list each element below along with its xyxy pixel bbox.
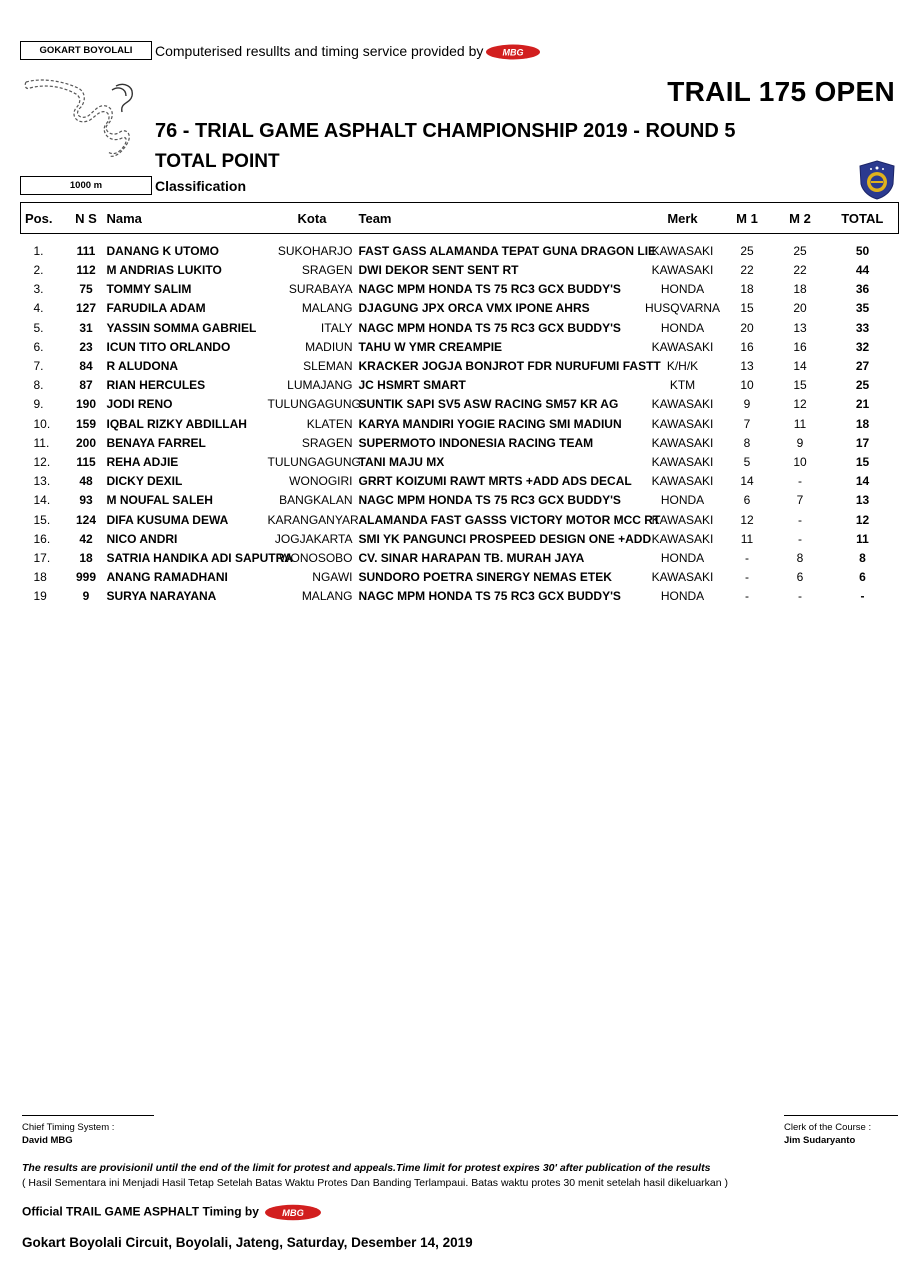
team-cell: GRRT KOIZUMI RAWT MRTS +ADD ADS DECAL: [358, 474, 632, 489]
name-cell: IQBAL RIZKY ABDILLAH: [106, 416, 247, 431]
team-cell: DWI DEKOR SENT SENT RT: [358, 263, 519, 278]
city-cell: BANGKALAN: [279, 493, 353, 508]
team-cell: CV. SINAR HARAPAN TB. MURAH JAYA: [358, 550, 585, 565]
ns-cell: 112: [76, 263, 96, 278]
table-row: [21, 510, 899, 529]
total-cell: 50: [855, 244, 870, 259]
m1-cell: 5: [743, 454, 751, 469]
total-cell: 13: [855, 493, 870, 508]
city-cell: MADIUN: [305, 339, 353, 354]
pos-cell: 18: [33, 570, 47, 585]
results-table: [20, 202, 899, 606]
pos-cell: 11.: [33, 435, 50, 450]
table-row: [21, 234, 899, 261]
brand-cell: KTM: [669, 378, 696, 393]
event-location-date: Gokart Boyolali Circuit, Boyolali, Jateng, Saturday, Desember 14, 2019: [22, 1235, 473, 1250]
official-timing-text: Official TRAIL GAME ASPHALT Timing by: [22, 1204, 259, 1219]
mbg-logo-icon: [264, 1204, 322, 1221]
pos-cell: 4.: [33, 301, 44, 316]
brand-cell: HONDA: [660, 493, 705, 508]
m1-cell: 16: [740, 339, 754, 354]
m1-cell: -: [745, 589, 749, 604]
ns-cell: 87: [79, 378, 93, 393]
m2-cell: -: [798, 512, 802, 527]
column-header-pos: Pos.: [21, 203, 68, 234]
distance-label: 1000 m: [20, 176, 152, 195]
team-cell: FAST GASS ALAMANDA TEPAT GUNA DRAGON LIE: [358, 244, 657, 259]
brand-cell: HUSQVARNA: [644, 301, 721, 316]
ns-cell: 159: [75, 416, 97, 431]
venue-label: GOKART BOYOLALI: [20, 41, 152, 60]
table-row: [21, 491, 899, 510]
name-cell: DANANG K UTOMO: [106, 244, 219, 259]
city-cell: MALANG: [301, 301, 353, 316]
brand-cell: KAWASAKI: [651, 570, 714, 585]
brand-cell: KAWASAKI: [651, 397, 714, 412]
m2-cell: -: [798, 474, 802, 489]
m2-cell: 20: [793, 301, 807, 316]
pos-cell: 3.: [33, 282, 44, 297]
total-cell: 6: [859, 570, 866, 585]
brand-cell: HONDA: [660, 589, 705, 604]
result-subtitle: TOTAL POINT: [155, 151, 280, 172]
m2-cell: 6: [796, 570, 804, 585]
classification-label: Classification: [155, 178, 247, 194]
city-cell: MALANG: [301, 589, 353, 604]
team-cell: KRACKER JOGJA BONJROT FDR NURUFUMI FASTT: [358, 359, 661, 374]
table-row: [21, 548, 899, 567]
chief-timing-signature: [22, 1115, 154, 1146]
m1-cell: 9: [743, 397, 751, 412]
ns-cell: 84: [79, 359, 93, 374]
m2-cell: -: [798, 589, 802, 604]
city-cell: SRAGEN: [301, 435, 353, 450]
team-cell: NAGC MPM HONDA TS 75 RC3 GCX BUDDY'S: [358, 320, 621, 335]
team-cell: ALAMANDA FAST GASSS VICTORY MOTOR MCC RT: [358, 512, 661, 527]
table-row: [21, 395, 899, 414]
name-cell: JODI RENO: [106, 397, 173, 412]
city-cell: SRAGEN: [301, 263, 353, 278]
total-cell: -: [860, 589, 865, 604]
city-cell: WONOSOBO: [279, 550, 353, 565]
brand-cell: KAWASAKI: [651, 263, 714, 278]
ns-cell: 48: [79, 474, 93, 489]
m2-cell: 7: [796, 493, 804, 508]
team-cell: JC HSMRT SMART: [358, 378, 466, 393]
name-cell: FARUDILA ADAM: [106, 301, 206, 316]
m1-cell: 15: [740, 301, 754, 316]
brand-cell: HONDA: [660, 282, 705, 297]
team-cell: NAGC MPM HONDA TS 75 RC3 GCX BUDDY'S: [358, 589, 621, 604]
total-cell: 33: [855, 320, 870, 335]
column-header-merk: Merk: [645, 203, 721, 234]
ns-cell: 75: [79, 282, 93, 297]
name-cell: SURYA NARAYANA: [106, 589, 217, 604]
city-cell: WONOGIRI: [289, 474, 353, 489]
provisional-notice: The results are provisionil until the end of the limit for protest and appeals.Time limit for protest expires 30' after publication of the results: [22, 1162, 711, 1174]
team-cell: KARYA MANDIRI YOGIE RACING SMI MADIUN: [358, 416, 622, 431]
total-cell: 12: [855, 512, 870, 527]
m1-cell: 8: [743, 435, 751, 450]
name-cell: DIFA KUSUMA DEWA: [106, 512, 229, 527]
name-cell: BENAYA FARREL: [106, 435, 206, 450]
team-cell: SMI YK PANGUNCI PROSPEED DESIGN ONE +ADD: [358, 531, 652, 546]
ns-cell: 115: [76, 454, 96, 469]
total-cell: 44: [855, 263, 870, 278]
table-row: [21, 529, 899, 548]
m2-cell: -: [798, 531, 802, 546]
pos-cell: 9.: [33, 397, 44, 412]
city-cell: KARANGANYAR: [267, 512, 359, 527]
pos-cell: 1.: [33, 244, 44, 259]
m2-cell: 11: [793, 416, 807, 431]
city-cell: JOGJAKARTA: [274, 531, 353, 546]
total-cell: 18: [855, 416, 870, 431]
timing-service-line: [155, 43, 541, 60]
total-cell: 32: [855, 339, 870, 354]
table-row: [21, 318, 899, 337]
table-row: [21, 337, 899, 356]
brand-cell: KAWASAKI: [651, 339, 714, 354]
m2-cell: 14: [793, 359, 807, 374]
pos-cell: 8.: [33, 378, 44, 393]
table-row: [21, 376, 899, 395]
table-row: [21, 472, 899, 491]
brand-cell: KAWASAKI: [651, 416, 714, 431]
table-row: [21, 356, 899, 375]
m2-cell: 18: [793, 282, 807, 297]
ns-cell: 9: [82, 589, 90, 604]
pos-cell: 5.: [33, 320, 44, 335]
organization-badge-icon: [858, 160, 896, 200]
svg-text:MBG: MBG: [282, 1208, 305, 1219]
ns-cell: 31: [79, 320, 93, 335]
m1-cell: -: [745, 550, 749, 565]
column-header-ns: N S: [68, 203, 105, 234]
m1-cell: 14: [740, 474, 754, 489]
total-cell: 17: [855, 435, 870, 450]
column-header-m1: M 1: [721, 203, 774, 234]
team-cell: NAGC MPM HONDA TS 75 RC3 GCX BUDDY'S: [358, 282, 621, 297]
table-row: [21, 299, 899, 318]
total-cell: 27: [855, 359, 870, 374]
pos-cell: 16.: [33, 531, 51, 546]
name-cell: REHA ADJIE: [106, 454, 179, 469]
m2-cell: 8: [796, 550, 804, 565]
m1-cell: 11: [740, 531, 754, 546]
official-timing-line: [22, 1204, 322, 1221]
total-cell: 8: [859, 550, 866, 565]
m1-cell: 18: [740, 282, 754, 297]
brand-cell: KAWASAKI: [651, 531, 714, 546]
city-cell: SUKOHARJO: [277, 244, 353, 259]
m1-cell: 13: [740, 359, 754, 374]
ns-cell: 23: [79, 339, 93, 354]
m2-cell: 12: [793, 397, 807, 412]
chief-timing-name: David MBG: [22, 1135, 73, 1146]
city-cell: SURABAYA: [288, 282, 353, 297]
m1-cell: 25: [740, 244, 754, 259]
name-cell: M ANDRIAS LUKITO: [106, 263, 222, 278]
brand-cell: KAWASAKI: [651, 454, 714, 469]
team-cell: SUNDORO POETRA SINERGY NEMAS ETEK: [358, 570, 612, 585]
race-category: TRAIL 175 OPEN: [667, 76, 895, 107]
table-row: [21, 261, 899, 280]
name-cell: M NOUFAL SALEH: [106, 493, 213, 508]
team-cell: DJAGUNG JPX ORCA VMX IPONE AHRS: [358, 301, 590, 316]
ns-cell: 111: [76, 244, 96, 259]
name-cell: ANANG RAMADHANI: [106, 570, 228, 585]
total-cell: 11: [856, 531, 869, 546]
pos-cell: 19: [33, 589, 47, 604]
ns-cell: 42: [79, 531, 93, 546]
m2-cell: 15: [793, 378, 807, 393]
ns-cell: 18: [79, 550, 93, 565]
total-cell: 15: [855, 454, 870, 469]
m2-cell: 10: [793, 454, 807, 469]
column-header-total: TOTAL: [827, 203, 899, 234]
name-cell: TOMMY SALIM: [106, 282, 192, 297]
city-cell: KLATEN: [306, 416, 353, 431]
clerk-course-signature: [784, 1115, 898, 1146]
name-cell: ICUN TITO ORLANDO: [106, 339, 231, 354]
pos-cell: 2.: [33, 263, 44, 278]
ns-cell: 200: [75, 435, 97, 450]
city-cell: TULUNGAGUNG: [267, 397, 361, 412]
column-header-kota: Kota: [268, 203, 357, 234]
city-cell: NGAWI: [312, 570, 353, 585]
m1-cell: 22: [740, 263, 754, 278]
city-cell: ITALY: [320, 320, 353, 335]
name-cell: SATRIA HANDIKA ADI SAPUTRA: [106, 550, 293, 565]
clerk-course-title: Clerk of the Course :: [784, 1122, 872, 1133]
pos-cell: 10.: [33, 416, 51, 431]
m1-cell: 10: [740, 378, 754, 393]
brand-cell: K/H/K: [666, 359, 699, 374]
total-cell: 25: [855, 378, 870, 393]
m2-cell: 13: [793, 320, 807, 335]
brand-cell: KAWASAKI: [651, 512, 714, 527]
m2-cell: 16: [793, 339, 807, 354]
svg-text:MBG: MBG: [502, 47, 524, 58]
m2-cell: 25: [793, 244, 807, 259]
circuit-map-icon: [20, 72, 144, 162]
column-header-team: Team: [357, 203, 645, 234]
total-cell: 36: [855, 282, 870, 297]
chief-timing-title: Chief Timing System :: [22, 1122, 115, 1133]
name-cell: YASSIN SOMMA GABRIEL: [106, 320, 257, 335]
ns-cell: 190: [75, 397, 97, 412]
provisional-notice-indonesian: ( Hasil Sementara ini Menjadi Hasil Tetap Setelah Batas Waktu Protes Dan Banding Terlampaui. Batas waktu protes 30 menit setelah hasil dikeluarkan ): [22, 1177, 729, 1189]
m2-cell: 22: [793, 263, 807, 278]
brand-cell: HONDA: [660, 320, 705, 335]
table-row: [21, 587, 899, 606]
team-cell: TANI MAJU MX: [358, 454, 445, 469]
team-cell: SUPERMOTO INDONESIA RACING TEAM: [358, 435, 594, 450]
pos-cell: 12.: [33, 454, 51, 469]
brand-cell: HONDA: [660, 550, 705, 565]
table-row: [21, 433, 899, 452]
table-row: [21, 452, 899, 471]
team-cell: TAHU W YMR CREAMPIE: [358, 339, 503, 354]
results-body: [21, 234, 899, 606]
ns-cell: 124: [75, 512, 97, 527]
brand-cell: KAWASAKI: [651, 244, 714, 259]
ns-cell: 999: [75, 570, 97, 585]
column-header-m2: M 2: [774, 203, 827, 234]
column-header-nama: Nama: [105, 203, 268, 234]
team-cell: SUNTIK SAPI SV5 ASW RACING SM57 KR AG: [358, 397, 619, 412]
pos-cell: 15.: [33, 512, 51, 527]
name-cell: RIAN HERCULES: [106, 378, 206, 393]
m1-cell: 7: [743, 416, 751, 431]
pos-cell: 7.: [33, 359, 44, 374]
pos-cell: 6.: [33, 339, 44, 354]
ns-cell: 93: [79, 493, 93, 508]
total-cell: 21: [855, 397, 870, 412]
m1-cell: 12: [740, 512, 754, 527]
m1-cell: 6: [743, 493, 751, 508]
table-row: [21, 568, 899, 587]
name-cell: NICO ANDRI: [106, 531, 178, 546]
brand-cell: KAWASAKI: [651, 435, 714, 450]
total-cell: 14: [855, 474, 870, 489]
m1-cell: 20: [740, 320, 754, 335]
city-cell: TULUNGAGUNG: [267, 454, 361, 469]
name-cell: R ALUDONA: [106, 359, 179, 374]
table-row: [21, 280, 899, 299]
event-title: 76 - TRIAL GAME ASPHALT CHAMPIONSHIP 2019 - ROUND 5: [155, 120, 736, 142]
ns-cell: 127: [75, 301, 97, 316]
table-header-row: [21, 203, 899, 234]
m1-cell: -: [745, 570, 749, 585]
city-cell: LUMAJANG: [287, 378, 353, 393]
pos-cell: 17.: [33, 550, 51, 565]
table-row: [21, 414, 899, 433]
m2-cell: 9: [796, 435, 804, 450]
service-text: Computerised resullts and timing service provided by: [155, 43, 484, 59]
team-cell: NAGC MPM HONDA TS 75 RC3 GCX BUDDY'S: [358, 493, 621, 508]
pos-cell: 14.: [33, 493, 51, 508]
brand-cell: KAWASAKI: [651, 474, 714, 489]
city-cell: SLEMAN: [303, 359, 353, 374]
total-cell: 35: [855, 301, 870, 316]
clerk-course-name: Jim Sudaryanto: [784, 1135, 856, 1146]
name-cell: DICKY DEXIL: [106, 474, 183, 489]
pos-cell: 13.: [33, 474, 51, 489]
mbg-logo-icon: [485, 44, 541, 60]
